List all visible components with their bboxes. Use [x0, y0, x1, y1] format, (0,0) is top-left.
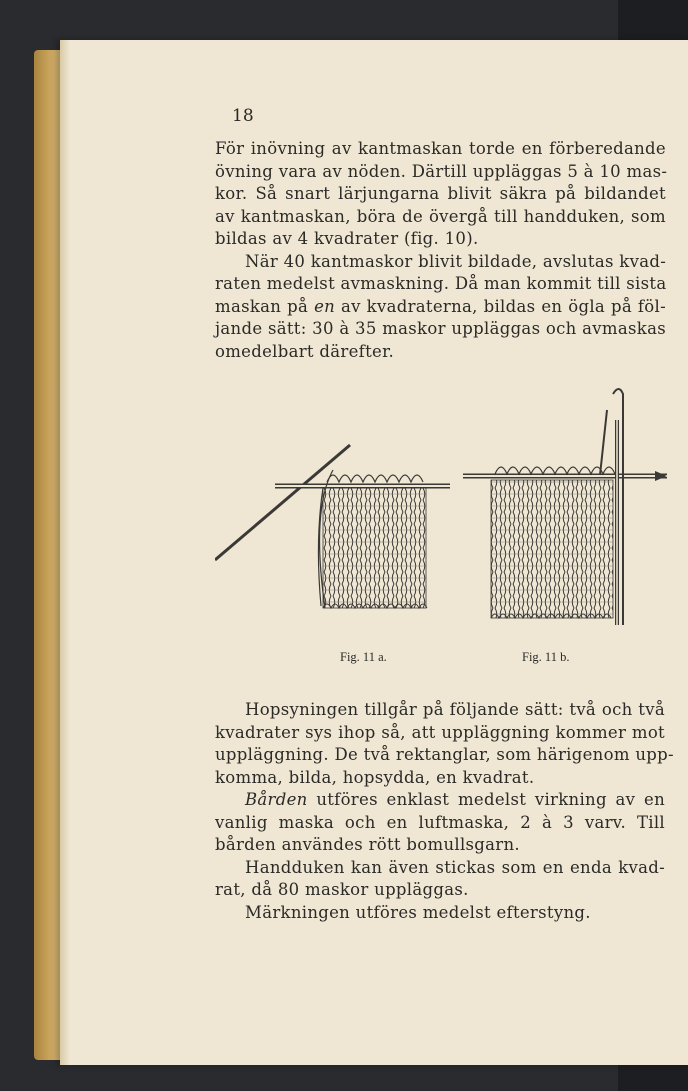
text-block-top [215, 138, 666, 363]
text-line: När 40 kantmaskor blivit bildade, avslutas kvad- [245, 251, 667, 271]
text-line: komma, bilda, hopsydda, en kvadrat. [215, 767, 535, 787]
text-line: uppläggning. De två rektanglar, som härigenom upp- [215, 745, 674, 764]
fig-11b-drawing [463, 389, 667, 625]
page-number: 18 [232, 106, 254, 126]
text-line [215, 296, 666, 319]
text-line: Märkningen utföres medelst efterstyng. [245, 902, 591, 922]
text-segment: utföres enklast medelst virkning av en [307, 790, 665, 809]
text-block-bottom [215, 699, 674, 924]
page-edge [60, 40, 70, 1065]
text-line: bården användes rött bomullsgarn. [215, 835, 520, 854]
figure-caption-11b: Fig. 11 b. [522, 650, 570, 664]
text-line [215, 789, 665, 812]
text-line: rat, då 80 maskor uppläggas. [215, 880, 469, 899]
text-line: kor. Så snart lärjungarna blivit säkra på bildandet [215, 184, 666, 203]
text-line: raten medelst avmaskning. Då man kommit till sista [215, 274, 667, 293]
text-line: övning vara av nöden. Därtill uppläggas 5 à 10 mas- [215, 161, 668, 181]
text-line: kvadrater sys ihop så, att uppläggning kommer mot [215, 722, 665, 742]
figure-caption-11a: Fig. 11 a. [340, 650, 387, 664]
text-line: vanlig maska och en luftmaska, 2 à 3 varv. Till [215, 812, 665, 832]
text-line: omedelbart därefter. [215, 341, 394, 361]
fig-11a-drawing [215, 445, 450, 608]
text-segment: av kvadraterna, bildas en ögla på föl- [335, 296, 666, 316]
text-line: Hopsyningen tillgår på följande sätt: två och två [245, 700, 665, 719]
text-line: av kantmaskan, böra de övergå till handduken, som [215, 206, 666, 226]
emphasis-text: Bården [245, 790, 308, 809]
text-line: Handduken kan även stickas som en enda kvad- [245, 857, 665, 877]
emphasis-text: en [314, 296, 336, 316]
text-line: jande sätt: 30 à 35 maskor uppläggas och avmaskas [215, 319, 666, 338]
text-segment: maskan på [215, 296, 315, 316]
text-line: bildas av 4 kvadrater (fig. 10). [215, 229, 479, 248]
knitting-illustration [215, 380, 670, 680]
text-line: För inövning av kantmaskan torde en förberedande [215, 139, 666, 158]
